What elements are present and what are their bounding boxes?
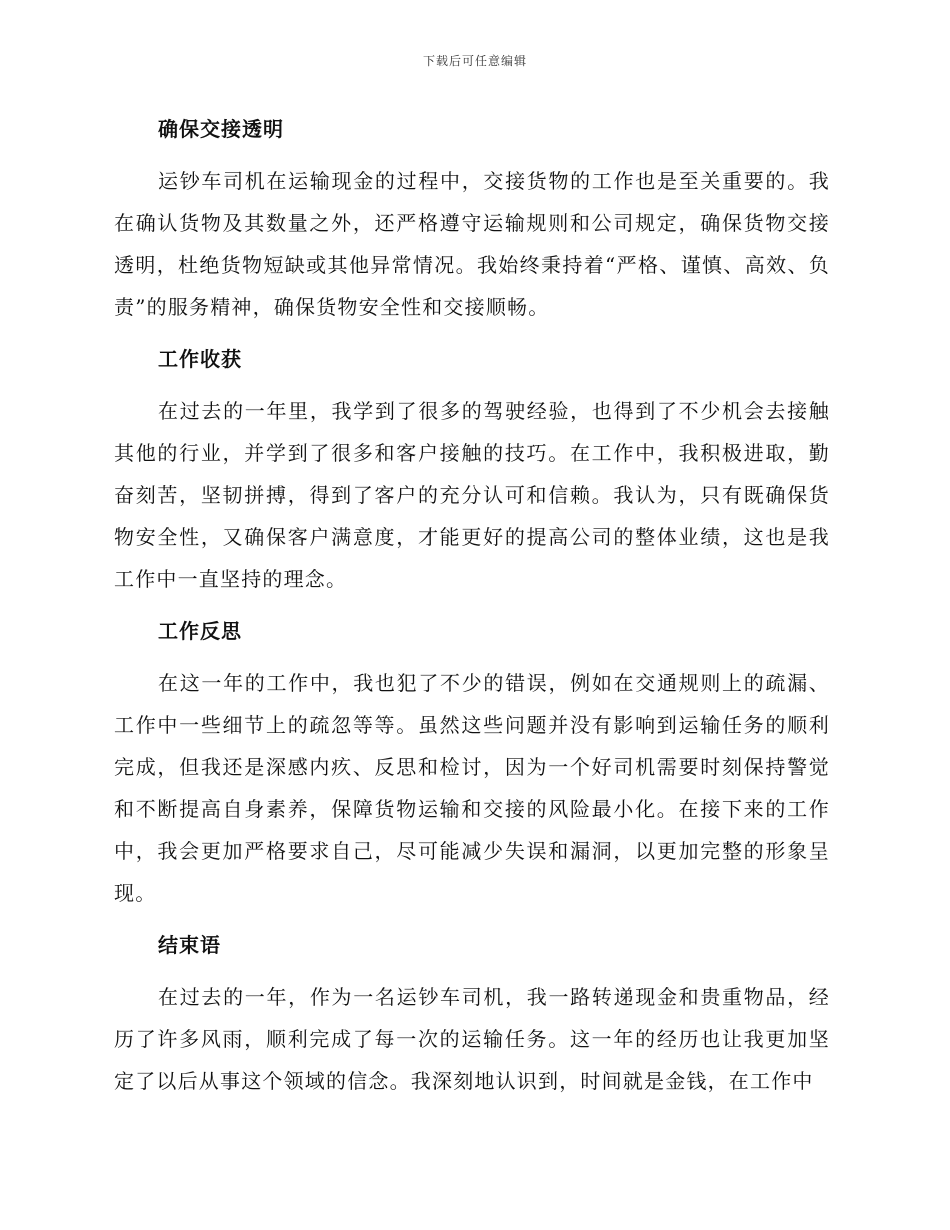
document-body bbox=[114, 108, 830, 1102]
paragraph-handover: 运钞车司机在运输现金的过程中，交接货物的工作也是至关重要的。我在确认货物及其数量之外，还严格遵守运输规则和公司规定，确保货物交接透明，杜绝货物短缺或其他异常情况。我始终秉持着“严格、谨慎、高效、负责”的服务精神，确保货物安全性和交接顺畅。 bbox=[114, 169, 830, 319]
section-heading-gains: 工作收获 bbox=[158, 347, 242, 371]
page-header-note: 下载后可任意编辑 bbox=[422, 54, 527, 68]
paragraph-conclusion: 在过去的一年，作为一名运钞车司机，我一路转递现金和贵重物品，经历了许多风雨，顺利完成了每一次的运输任务。这一年的经历也让我更加坚定了以后从事这个领域的信念。我深刻地认识到，时间就是金钱，在工作中 bbox=[114, 985, 830, 1093]
section-heading-handover: 确保交接透明 bbox=[158, 117, 284, 141]
section-heading-conclusion: 结束语 bbox=[158, 933, 221, 957]
paragraph-gains: 在过去的一年里，我学到了很多的驾驶经验，也得到了不少机会去接触其他的行业，并学到了很多和客户接触的技巧。在工作中，我积极进取，勤奋刻苦，坚韧拼搏，得到了客户的充分认可和信赖。我认为，只有既确保货物安全性，又确保客户满意度，才能更好的提高公司的整体业绩，这也是我工作中一直坚持的理念。 bbox=[114, 399, 830, 591]
paragraph-reflection: 在这一年的工作中，我也犯了不少的错误，例如在交通规则上的疏漏、工作中一些细节上的疏忽等等。虽然这些问题并没有影响到运输任务的顺利完成，但我还是深感内疚、反思和检讨，因为一个好司机需要时刻保持警觉和不断提高自身素养，保障货物运输和交接的风险最小化。在接下来的工作中，我会更加严格要求自己，尽可能减少失误和漏洞，以更加完整的形象呈现。 bbox=[114, 671, 830, 905]
section-heading-reflection: 工作反思 bbox=[158, 619, 242, 643]
